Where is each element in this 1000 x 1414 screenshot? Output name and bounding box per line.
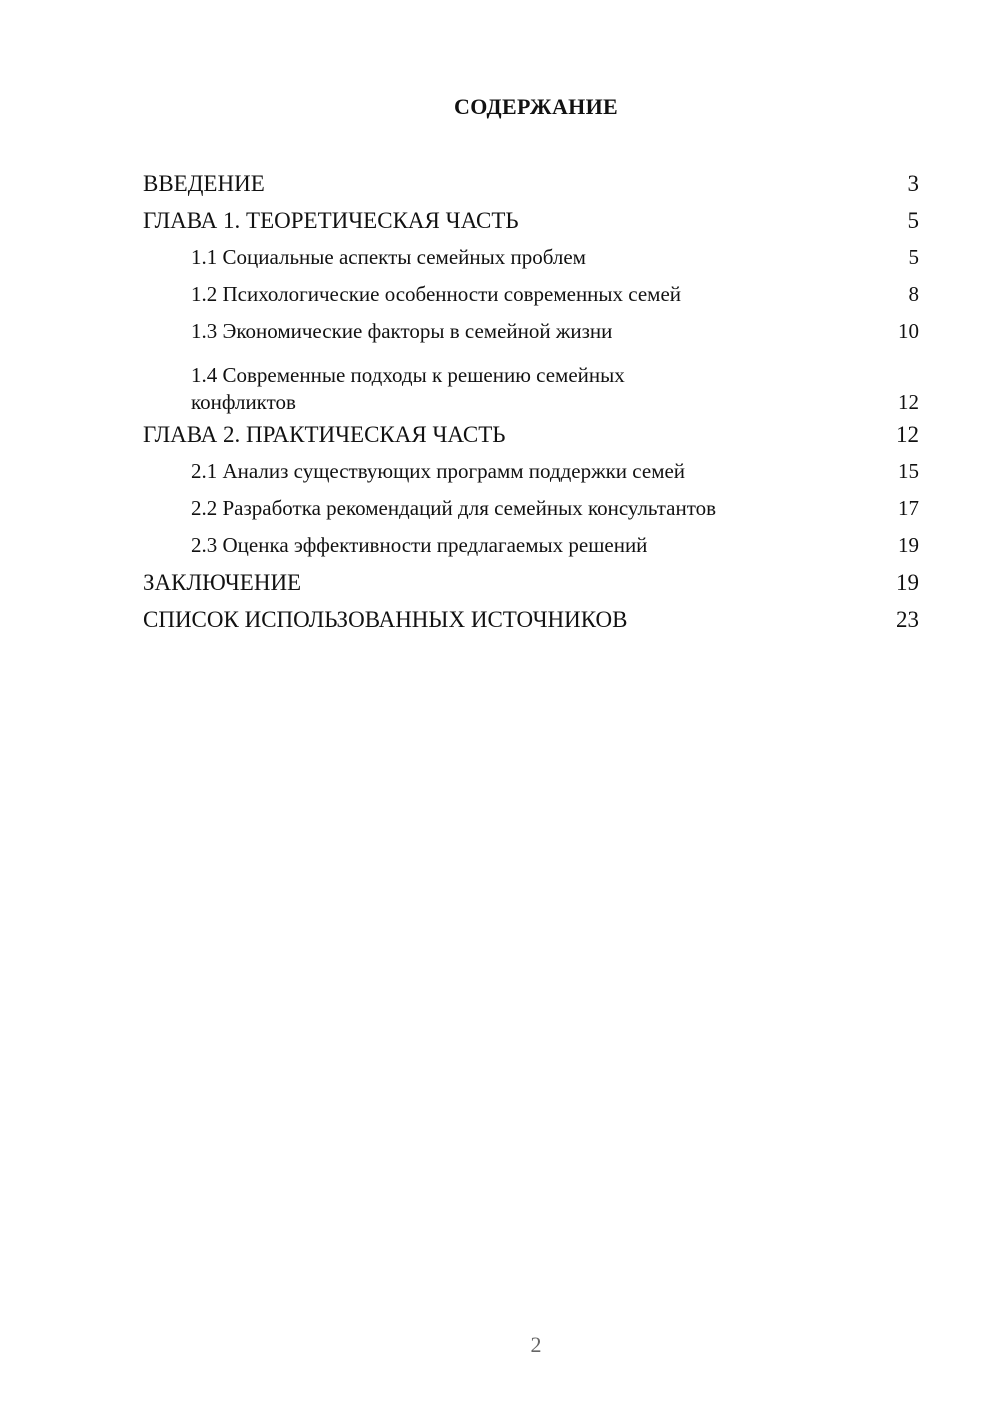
toc-entry-introduction[interactable] [143,165,919,202]
toc-entry-page: 12 [896,422,919,447]
toc-entry-section-2-1[interactable] [143,453,919,490]
toc-entry-page: 23 [896,607,919,632]
toc-entry-page: 15 [898,459,919,483]
toc-entry-label: 2.3 Оценка эффективности предлагаемых решений [191,533,648,557]
toc-entry-label: 1.3 Экономические факторы в семейной жизни [191,319,613,343]
toc-entry-page: 17 [898,496,919,520]
toc-entry-section-1-3[interactable] [143,313,919,350]
toc-entry-page: 3 [907,171,919,196]
toc-entry-label: 1.4 Современные подходы к решению семейных конфликтов [191,363,625,414]
toc-entry-section-1-1[interactable] [143,239,919,276]
toc-entry-section-2-3[interactable] [143,527,919,564]
toc-entry-chapter-1[interactable] [143,202,919,239]
toc-entry-references[interactable] [143,601,919,638]
toc-entry-page: 10 [898,319,919,343]
toc-entry-label: ГЛАВА 2. ПРАКТИЧЕСКАЯ ЧАСТЬ [143,422,506,447]
toc-entry-label: СПИСОК ИСПОЛЬЗОВАННЫХ ИСТОЧНИКОВ [143,607,628,632]
toc-entry-section-1-2[interactable] [143,276,919,313]
toc-entry-page: 19 [896,570,919,595]
toc-entry-page: 19 [898,533,919,557]
toc-entry-label: ГЛАВА 1. ТЕОРЕТИЧЕСКАЯ ЧАСТЬ [143,208,519,233]
toc-entry-label: 1.1 Социальные аспекты семейных проблем [191,245,586,269]
toc-entry-page: 5 [908,245,919,269]
toc-entry-page: 12 [898,390,919,414]
toc-entry-section-2-2[interactable] [143,490,919,527]
toc-entry-label: 1.2 Психологические особенности современных семей [191,282,682,306]
toc-entry-chapter-2[interactable] [143,416,919,453]
toc-entry-page: 5 [907,208,919,233]
page-title: СОДЕРЖАНИЕ [454,94,618,119]
toc-entry-section-1-4[interactable] [143,350,919,416]
toc-entry-conclusion[interactable] [143,564,919,601]
toc-entry-label: 2.1 Анализ существующих программ поддержки семей [191,459,686,483]
page-number: 2 [530,1332,542,1357]
toc-entry-page: 8 [908,282,919,306]
table-of-contents [143,165,919,638]
toc-entry-label: 2.2 Разработка рекомендаций для семейных консультантов [191,496,717,520]
toc-entry-label: ЗАКЛЮЧЕНИЕ [143,570,302,595]
toc-entry-label: ВВЕДЕНИЕ [143,171,265,196]
